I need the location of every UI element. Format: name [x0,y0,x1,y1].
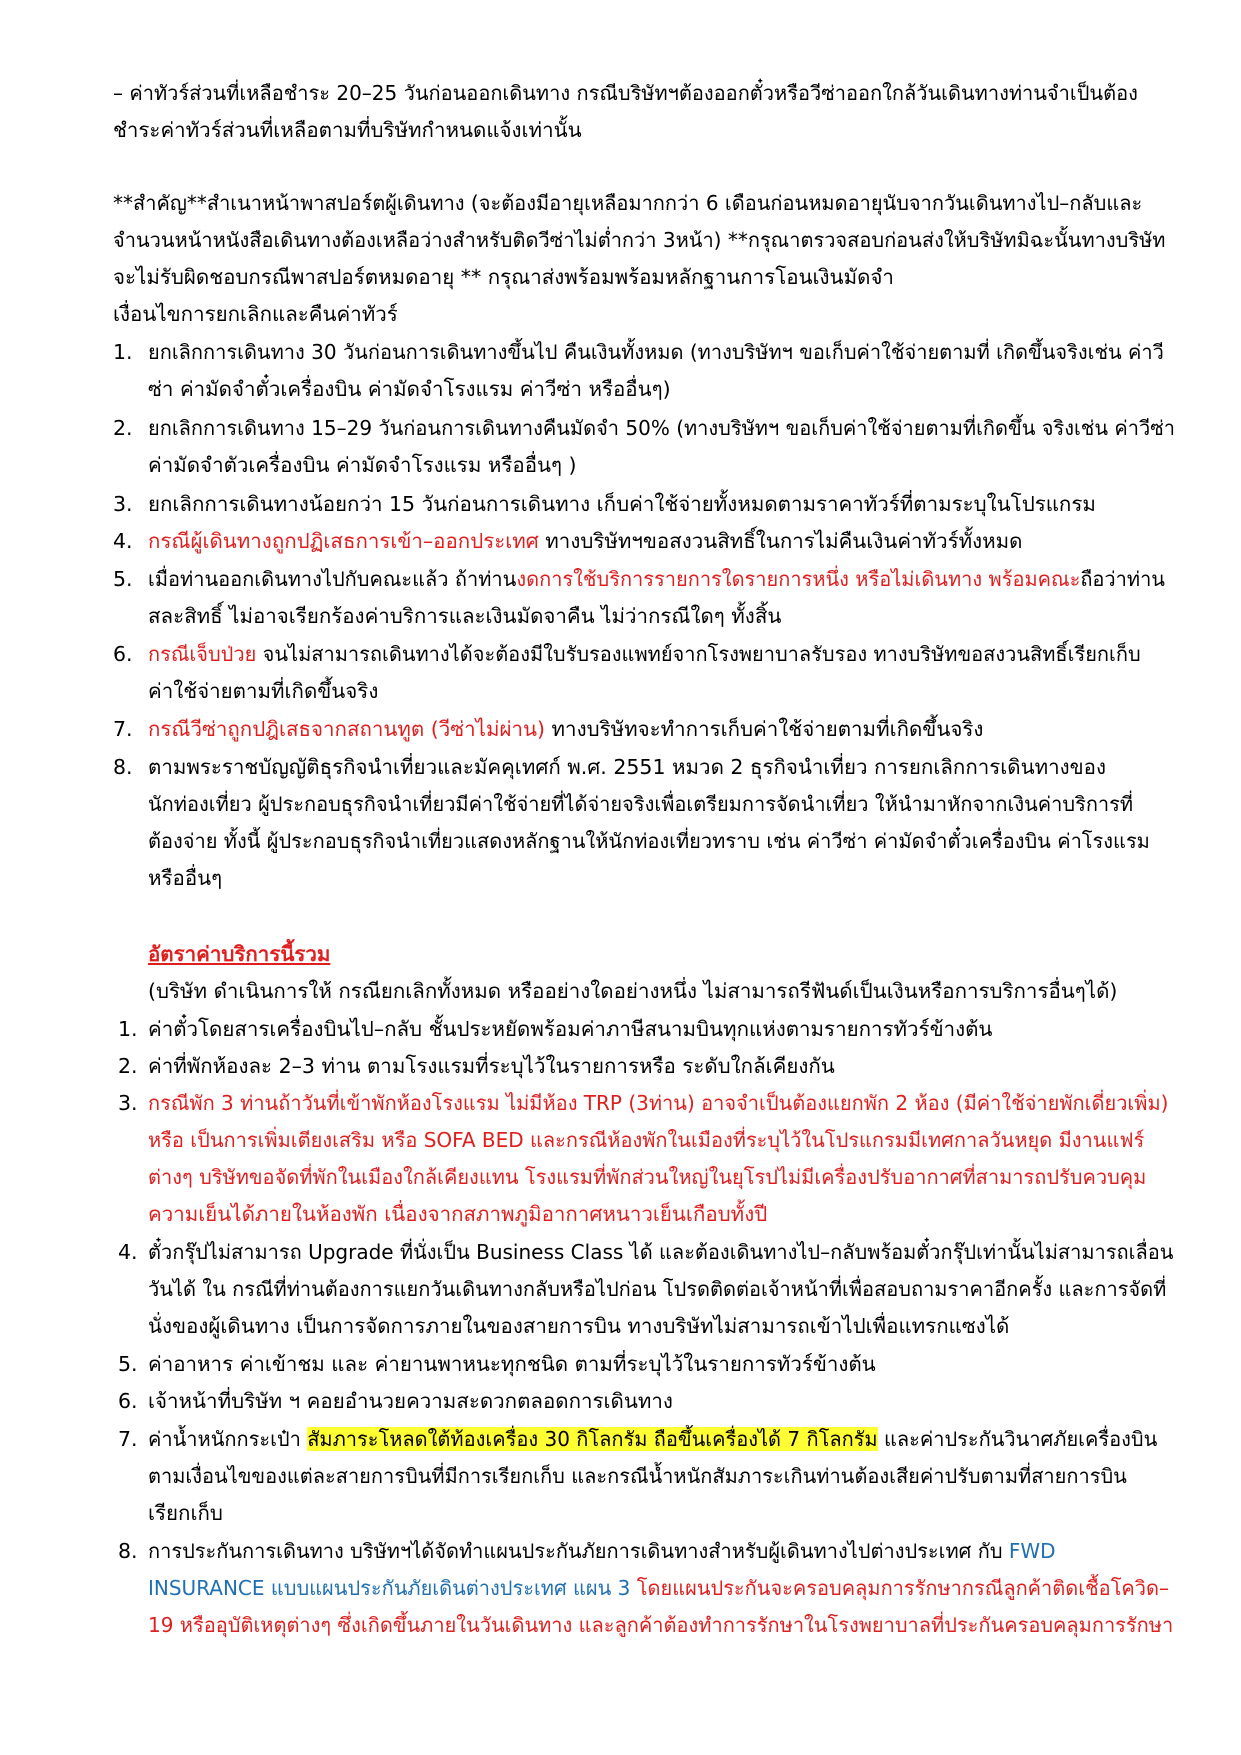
intro-line: ชำระค่าทัวร์ส่วนที่เหลือตามที่บริษัทกำหนดแจ้งเท่านั้น [113,118,582,142]
passport-note-line: **สำคัญ**สำเนาหน้าพาสปอร์ตผู้เดินทาง (จะต้องมีอายุเหลือมากกว่า 6 เดือนก่อนหมดอายุนับจากวันเดินทางไป–กลับและ [113,191,1143,215]
passport-note-line: จะไม่รับผิดชอบกรณีพาสปอร์ตหมดอายุ ** กรุณาส่งพร้อมพร้อมหลักฐานการโอนเงินมัดจำ [113,265,894,289]
list-item: ตามเงื่อนไขของแต่ละสายการบินที่มีการเรียกเก็บ และกรณีน้ำหนักสัมภาระเกินท่านต้องเสียค่าปรับตามที่สายการบิน [148,1464,1127,1488]
blue-text: INSURANCE แบบแผนประกันภัยเดินต่างประเทศ แผน 3 [148,1576,631,1600]
list-number: 7. [113,717,133,741]
list-number: 8. [118,1539,138,1563]
text: ถือว่าท่าน [1080,567,1165,591]
list-item: เจ้าหน้าที่บริษัท ฯ คอยอำนวยความสะดวกตลอดการเดินทาง [148,1389,673,1413]
red-text: กรณีวีซ่าถูกปฎิเสธจากสถานทูต (วีซ่าไม่ผ่าน) [148,717,546,741]
text: เมื่อท่านออกเดินทางไปกับคณะแล้ว ถ้าท่าน [148,567,517,591]
text: การประกันการเดินทาง บริษัทฯได้จัดทำแผนประกันภัยการเดินทางสำหรับผู้เดินทางไปต่างประเทศ กับ [148,1539,1009,1563]
list-item: ยกเลิกการเดินทาง 30 วันก่อนการเดินทางขึ้นไป คืนเงินทั้งหมด (ทางบริษัทฯ ขอเก็บค่าใช้จ่ายตามที่ เกิดขึ้นจริงเช่น ค่าวี [148,340,1164,364]
list-item [148,523,1022,560]
list-number: 2. [113,416,133,440]
list-item: ค่าตั๋วโดยสารเครื่องบินไป–กลับ ชั้นประหยัดพร้อมค่าภาษีสนามบินทุกแห่งตามรายการทัวร์ข้างต้น [148,1017,993,1041]
list-item: วันได้ ใน กรณีที่ท่านต้องการแยกวันเดินทางกลับหรือไปก่อน โปรดติดต่อเจ้าหน้าที่เพื่อสอบถามราคาอีกครั้ง และการจัดที่ [148,1277,1167,1301]
list-item: กรณีพัก 3 ท่านถ้าวันที่เข้าพักห้องโรงแรม ไม่มีห้อง TRP (3ท่าน) อาจจำเป็นต้องแยกพัก 2 ห้อง (มีค่าใช้จ่ายพักเดี่ยวเพิ่ม) [148,1091,1169,1115]
list-item: ค่าอาหาร ค่าเข้าชม และ ค่ายานพาหนะทุกชนิด ตามที่ระบุไว้ในรายการทัวร์ข้างต้น [148,1352,876,1376]
text: ค่าน้ำหนักกระเป๋า [148,1427,308,1451]
list-item: ตั๋วกรุ๊ปไม่สามารถ Upgrade ที่นั่งเป็น Business Class ได้ และต้องเดินทางไป–กลับพร้อมตั๋วกรุ๊ปเท่านั้นไม่สามารถเลื่อน [148,1240,1174,1264]
list-number: 6. [113,642,133,666]
list-item [148,636,1141,673]
included-note: (บริษัท ดำเนินการให้ กรณียกเลิกทั้งหมด หรืออย่างใดอย่างหนึ่ง ไม่สามารถรีฟันด์เป็นเงินหรือการบริการอื่นๆได้) [148,979,1118,1003]
list-item: 19 หรืออุบัติเหตุต่างๆ ซึ่งเกิดขึ้นภายในวันเดินทาง และลูกค้าต้องทำการรักษาในโรงพยาบาลที่ประกันครอบคลุมการรักษา [148,1613,1174,1637]
list-item: นั่งของผู้เดินทาง เป็นการจัดการภายในของสายการบิน ทางบริษัทไม่สามารถเข้าไปเพื่อแทรกแซงได้ [148,1314,1010,1338]
list-item [148,1421,1157,1458]
list-item: นักท่องเที่ยว ผู้ประกอบธุรกิจนำเที่ยวมีค่าใช้จ่ายที่ได้จ่ายจริงเพื่อเตรียมการจัดนำเที่ยว ให้นำมาหักจากเงินค่าบริการที่ [148,792,1134,816]
text: และค่าประกันวินาศภัยเครื่องบิน [877,1427,1158,1451]
included-heading: อัตราค่าบริการนี้รวม [148,942,331,966]
list-item: ค่าที่พักห้องละ 2–3 ท่าน ตามโรงแรมที่ระบุไว้ในรายการหรือ ระดับใกล้เคียงกัน [148,1054,835,1078]
list-item [148,1533,1056,1570]
list-item: ต่างๆ บริษัทขอจัดที่พักในเมืองใกล้เคียงแทน โรงแรมที่พักส่วนใหญ่ในยุโรปไม่มีเครื่องปรับอากาศที่สามารถปรับควบคุม [148,1165,1147,1189]
list-item: สละสิทธิ์ ไม่อาจเรียกร้องค่าบริการและเงินมัดจาคืน ไม่ว่ากรณีใดๆ ทั้งสิ้น [148,604,782,628]
list-item [148,561,1165,598]
red-text: งดการใช้บริการรายการใดรายการหนึ่ง หรือไม่เดินทาง พร้อมคณะ [516,567,1081,591]
passport-note-line: จำนวนหน้าหนังสือเดินทางต้องเหลือว่างสำหรับติดวีซ่าไม่ต่ำกว่า 3หน้า) **กรุณาตรวจสอบก่อนส่งให้บริษัทมิฉะนั้นทางบริษัท [113,228,1166,252]
list-item: ตามพระราชบัญญัติธุรกิจนำเที่ยวและมัคคุเทศก์ พ.ศ. 2551 หมวด 2 ธุรกิจนำเที่ยว การยกเลิกการเดินทางของ [148,755,1106,779]
list-item: หรือ เป็นการเพิ่มเตียงเสริม หรือ SOFA BED และกรณีห้องพักในเมืองที่ระบุไว้ในโปรแกรมมีเทศกาลวันหยุด มีงานแฟร์ [148,1128,1145,1152]
list-number: 3. [113,492,133,516]
list-number: 2. [118,1054,138,1078]
list-item: เรียกเก็บ [148,1501,223,1525]
list-item: ค่ามัดจำตัวเครื่องบิน ค่ามัดจำโรงแรม หรืออื่นๆ ) [148,453,577,477]
list-number: 5. [113,567,133,591]
list-number: 5. [118,1352,138,1376]
list-item: ค่าใช้จ่ายตามที่เกิดขึ้นจริง [148,679,379,703]
highlighted-text: สัมภาระโหลดใต้ท้องเครื่อง 30 กิโลกรัม ถือขึ้นเครื่องได้ 7 กิโลกรัม [307,1427,878,1451]
red-text: โดยแผนประกันจะครอบคลุมการรักษากรณีลูกค้าติดเชื้อโควิด– [630,1576,1170,1600]
text: ทางบริษัทจะทำการเก็บค่าใช้จ่ายตามที่เกิดขึ้นจริง [545,717,984,741]
list-item [148,711,983,748]
list-item [148,1570,1169,1607]
intro-line: – ค่าทัวร์ส่วนที่เหลือชำระ 20–25 วันก่อนออกเดินทาง กรณีบริษัทฯต้องออกตั๋วหรือวีซ่าออกใกล้วันเดินทางท่านจำเป็นต้อง [113,81,1138,105]
list-item: ยกเลิกการเดินทางน้อยกว่า 15 วันก่อนการเดินทาง เก็บค่าใช้จ่ายทั้งหมดตามราคาทัวร์ที่ตามระบุในโปรแกรม [148,492,1096,516]
blue-text: FWD [1008,1539,1056,1563]
list-number: 8. [113,755,133,779]
list-number: 3. [118,1091,138,1115]
list-number: 7. [118,1427,138,1451]
list-item: ความเย็นได้ภายในห้องพัก เนื่องจากสภาพภูมิอากาศหนาวเย็นเกือบทั้งปี [148,1202,768,1226]
text: จนไม่สามารถเดินทางได้จะต้องมีใบรับรองแพทย์จากโรงพยาบาลรับรอง ทางบริษัทขอสงวนสิทธิ์เรียกเก็บ [256,642,1141,666]
list-number: 4. [113,529,133,553]
cancel-heading: เงื่อนไขการยกเลิกและคืนค่าทัวร์ [113,302,398,326]
list-item: ต้องจ่าย ทั้งนี้ ผู้ประกอบธุรกิจนำเที่ยวแสดงหลักฐานให้นักท่องเที่ยวทราบ เช่น ค่าวีซ่า ค่ามัดจำตั๋วเครื่องบิน ค่าโรงแรม [148,829,1150,853]
list-number: 6. [118,1389,138,1413]
list-item: หรืออื่นๆ [148,866,223,890]
list-number: 4. [118,1240,138,1264]
list-number: 1. [118,1017,138,1041]
red-text: กรณีเจ็บป่วย [148,642,257,666]
list-number: 1. [113,340,133,364]
red-text: กรณีผู้เดินทางถูกปฏิเสธการเข้า–ออกประเทศ [148,529,539,553]
text: ทางบริษัทฯขอสงวนสิทธิ์ในการไม่คืนเงินค่าทัวร์ทั้งหมด [538,529,1023,553]
list-item: ซ่า ค่ามัดจำตั๋วเครื่องบิน ค่ามัดจำโรงแรม ค่าวีซ่า หรืออื่นๆ) [148,377,671,401]
list-item: ยกเลิกการเดินทาง 15–29 วันก่อนการเดินทางคืนมัดจำ 50% (ทางบริษัทฯ ขอเก็บค่าใช้จ่ายตามที่เกิดขึ้น จริงเช่น ค่าวีซ่า [148,416,1176,440]
